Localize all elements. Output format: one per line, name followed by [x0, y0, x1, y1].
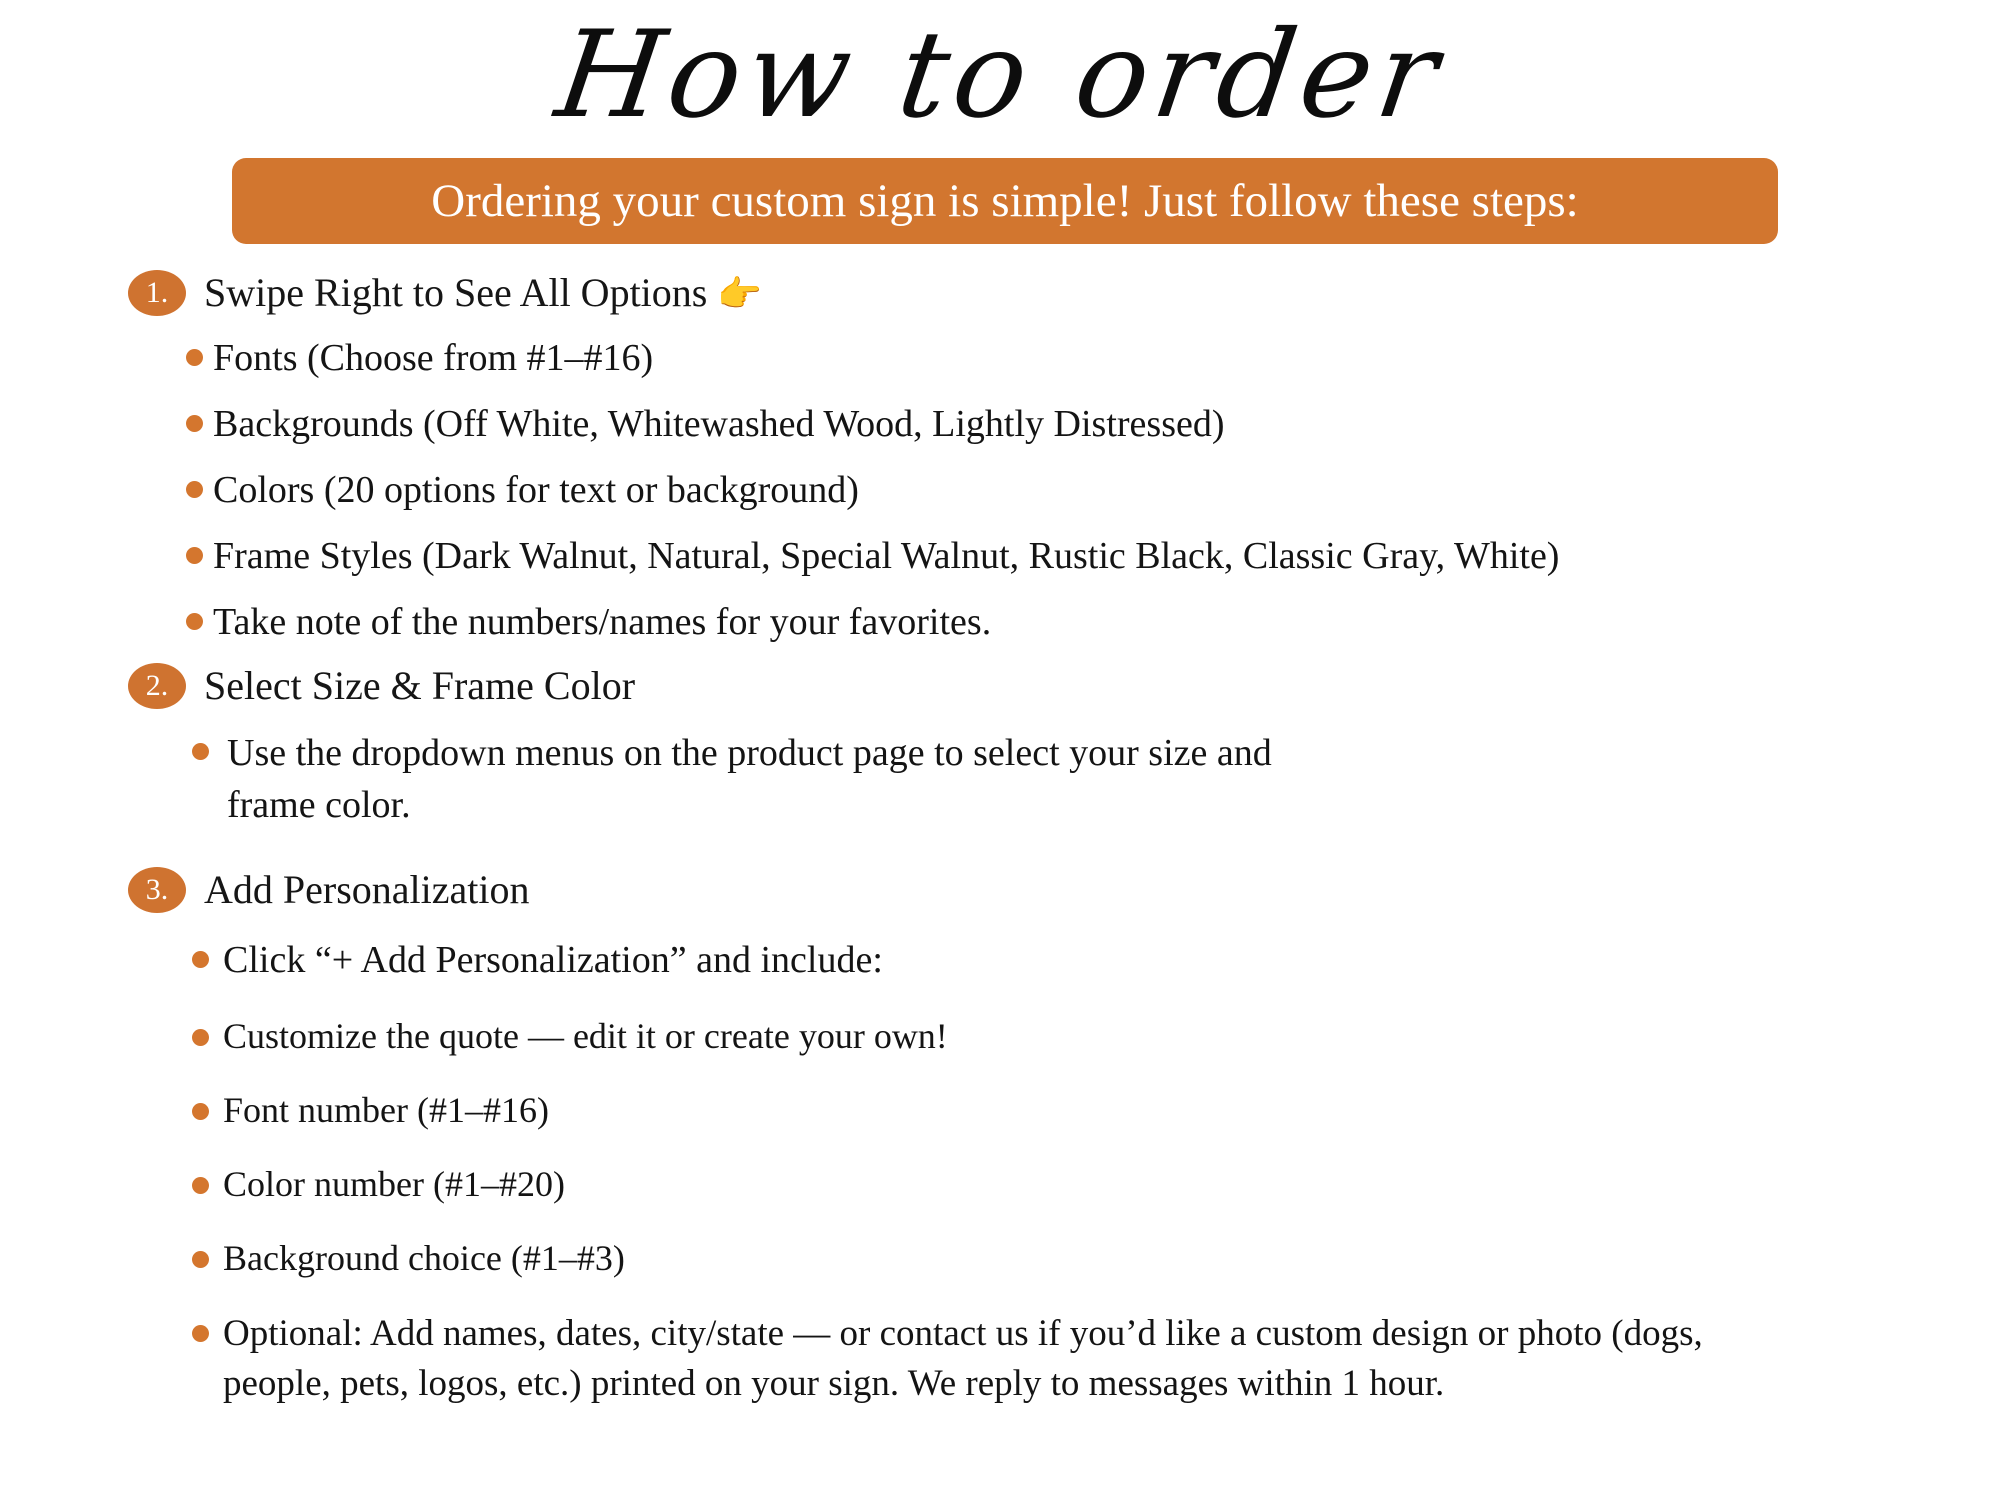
list-item	[192, 1235, 2000, 1281]
step-3-number: 3.	[128, 867, 186, 913]
list-item-text: Colors (20 options for text or background)	[213, 469, 859, 511]
list-item	[186, 531, 2000, 581]
list-item	[192, 727, 2000, 831]
list-item	[192, 1013, 2000, 1059]
list-item	[186, 597, 2000, 647]
bullet-dot-icon	[192, 1029, 209, 1046]
bullet-dot-icon	[192, 1103, 209, 1120]
list-item	[186, 465, 2000, 515]
step-2-number: 2.	[128, 663, 186, 709]
list-item-text: Backgrounds (Off White, Whitewashed Wood, Lightly Distressed)	[213, 403, 1225, 445]
step-3	[0, 867, 2000, 913]
step-2-title: Select Size & Frame Color	[204, 663, 636, 708]
bullet-dot-icon	[186, 349, 203, 366]
list-item-text: Optional: Add names, dates, city/state — or contact us if you’d like a custom design or photo (dogs, people, pets, logos, etc.) printed on your sign. We reply to messages within 1 hour.	[223, 1313, 1703, 1404]
intro-banner	[232, 158, 1778, 244]
intro-banner-text: Ordering your custom sign is simple! Just follow these steps:	[431, 175, 1579, 227]
step-3-title: Add Personalization	[204, 867, 530, 912]
list-item-text: Font number (#1–#16)	[223, 1090, 549, 1130]
list-item-text: Customize the quote — edit it or create your own!	[223, 1016, 948, 1056]
bullet-dot-icon	[192, 743, 209, 760]
list-item	[192, 1161, 2000, 1207]
step-1-number: 1.	[128, 270, 186, 316]
list-item-text: Use the dropdown menus on the product page to select your size and frame color.	[227, 732, 1272, 826]
list-item-text: Take note of the numbers/names for your favorites.	[213, 601, 992, 643]
list-item-text: Background choice (#1–#3)	[223, 1238, 625, 1278]
bullet-dot-icon	[192, 1251, 209, 1268]
list-item	[192, 1087, 2000, 1133]
pointing-right-icon: 👉	[717, 274, 763, 314]
step-2-bullets	[0, 727, 2000, 831]
list-item	[186, 333, 2000, 383]
list-item	[192, 935, 2000, 985]
page-title: How to order	[548, 6, 1452, 145]
bullet-dot-icon	[186, 613, 203, 630]
step-1-title-row	[204, 270, 762, 317]
step-1	[0, 270, 2000, 317]
list-item-text: Fonts (Choose from #1–#16)	[213, 337, 654, 379]
bullet-dot-icon	[192, 951, 209, 968]
list-item-text: Click “+ Add Personalization” and include:	[223, 939, 883, 981]
bullet-dot-icon	[186, 415, 203, 432]
bullet-dot-icon	[192, 1325, 209, 1342]
step-1-title: Swipe Right to See All Options	[204, 270, 708, 315]
bullet-dot-icon	[192, 1177, 209, 1194]
step-2	[0, 663, 2000, 709]
bullet-dot-icon	[186, 481, 203, 498]
bullet-dot-icon	[186, 547, 203, 564]
step-3-bullets	[0, 935, 2000, 1409]
steps-list	[0, 270, 2000, 1437]
step-1-bullets	[0, 333, 2000, 647]
list-item-text: Color number (#1–#20)	[223, 1164, 565, 1204]
list-item	[192, 1309, 2000, 1409]
list-item	[186, 399, 2000, 449]
list-item-text: Frame Styles (Dark Walnut, Natural, Special Walnut, Rustic Black, Classic Gray, White)	[213, 535, 1560, 577]
